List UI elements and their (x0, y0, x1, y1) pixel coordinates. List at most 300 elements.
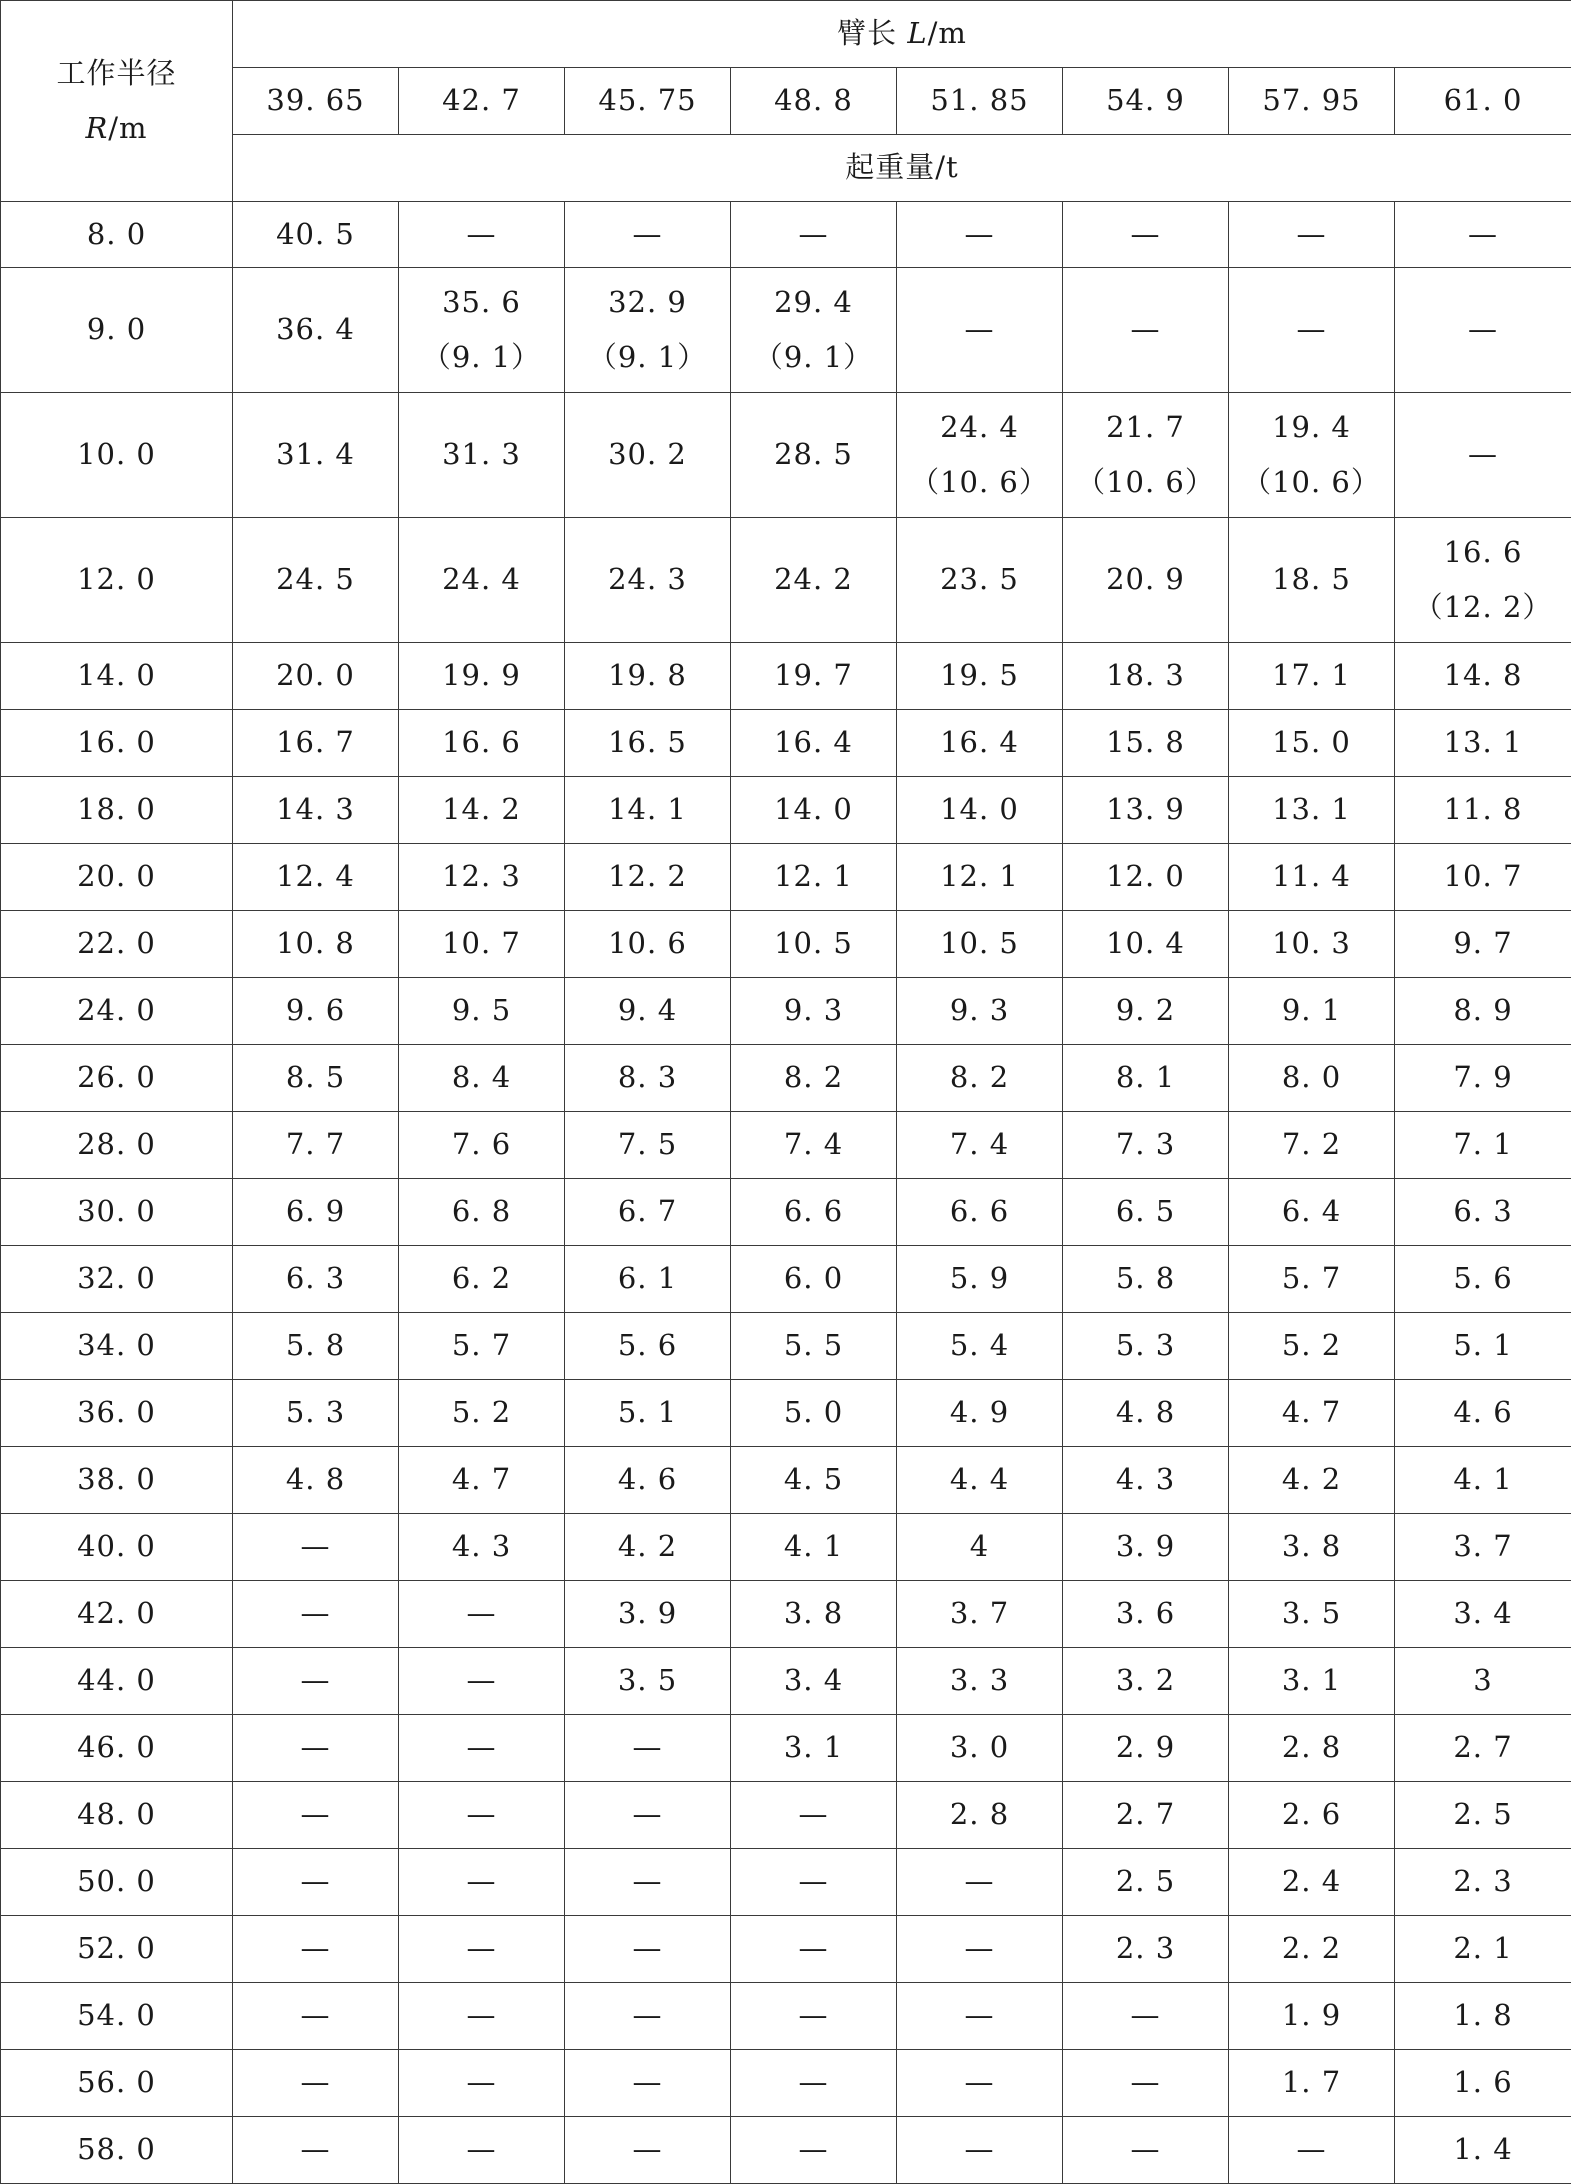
capacity-cell (1395, 1380, 1571, 1447)
capacity-cell (1229, 844, 1395, 911)
radius-cell: 8. 0 (1, 202, 233, 268)
capacity-cell (1063, 1380, 1229, 1447)
boom-length-header-cell (233, 1, 1571, 68)
boom-length-cell: 57. 95 (1229, 68, 1395, 135)
capacity-value: 5. 9 (897, 1251, 1062, 1306)
capacity-cell (897, 978, 1063, 1045)
capacity-value: 4 (897, 1519, 1062, 1574)
capacity-value: 9. 2 (1063, 983, 1228, 1038)
capacity-cell (1395, 1916, 1571, 1983)
capacity-value: 12. 2 (565, 849, 730, 904)
capacity-value: — (565, 1988, 730, 2043)
capacity-cell (233, 1447, 399, 1514)
capacity-cell (731, 1447, 897, 1514)
capacity-cell (233, 518, 399, 643)
capacity-value: 3. 9 (1063, 1519, 1228, 1574)
capacity-cell (1229, 1313, 1395, 1380)
capacity-cell (1063, 2117, 1229, 2184)
capacity-value: 14. 1 (565, 782, 730, 837)
capacity-value: 12. 3 (399, 849, 564, 904)
capacity-value: — (399, 1854, 564, 1909)
capacity-value: 2. 4 (1229, 1854, 1394, 1909)
table-row (1, 518, 1571, 643)
capacity-value: 10. 8 (233, 916, 398, 971)
capacity-cell (1229, 1514, 1395, 1581)
radius-cell: 40. 0 (1, 1514, 233, 1581)
boom-header-label: 臂长 (837, 16, 907, 50)
capacity-value: 20. 9 (1063, 552, 1228, 607)
capacity-value: 8. 0 (1229, 1050, 1394, 1105)
capacity-value: — (897, 207, 1062, 262)
capacity-cell (897, 1849, 1063, 1916)
radius-cell: 32. 0 (1, 1246, 233, 1313)
capacity-cell (233, 1983, 399, 2050)
table-row (1, 2117, 1571, 2184)
capacity-radius-note: （12. 2） (1395, 580, 1571, 635)
capacity-value: 7. 2 (1229, 1117, 1394, 1172)
capacity-cell (1395, 1313, 1571, 1380)
capacity-value: 6. 4 (1229, 1184, 1394, 1239)
capacity-value: 5. 0 (731, 1385, 896, 1440)
capacity-value: 3. 7 (1395, 1519, 1571, 1574)
capacity-value: 9. 6 (233, 983, 398, 1038)
capacity-value: 1. 8 (1395, 1988, 1571, 2043)
radius-symbol: R (85, 111, 108, 145)
capacity-cell (1229, 1916, 1395, 1983)
capacity-value: — (233, 1787, 398, 1842)
capacity-cell (565, 978, 731, 1045)
capacity-cell (897, 1983, 1063, 2050)
capacity-value: — (1395, 207, 1571, 262)
capacity-value: 5. 1 (565, 1385, 730, 1440)
capacity-value: 2. 6 (1229, 1787, 1394, 1842)
capacity-value: 8. 5 (233, 1050, 398, 1105)
capacity-value: 1. 7 (1229, 2055, 1394, 2110)
capacity-cell (731, 777, 897, 844)
capacity-value: 2. 9 (1063, 1720, 1228, 1775)
capacity-value: — (399, 1921, 564, 1976)
capacity-cell (1063, 268, 1229, 393)
capacity-cell (897, 1782, 1063, 1849)
capacity-cell (1063, 1246, 1229, 1313)
capacity-cell (233, 2117, 399, 2184)
capacity-cell (1395, 1581, 1571, 1648)
capacity-cell (1229, 2050, 1395, 2117)
capacity-value: 7. 9 (1395, 1050, 1571, 1105)
capacity-value: — (1229, 207, 1394, 262)
radius-cell: 9. 0 (1, 268, 233, 393)
capacity-cell (1229, 393, 1395, 518)
capacity-cell (399, 911, 565, 978)
radius-cell: 50. 0 (1, 1849, 233, 1916)
capacity-value: 4. 2 (1229, 1452, 1394, 1507)
capacity-value: 12. 1 (897, 849, 1062, 904)
capacity-cell (233, 1313, 399, 1380)
capacity-cell (1229, 1581, 1395, 1648)
capacity-cell (1063, 202, 1229, 268)
capacity-value: — (233, 1653, 398, 1708)
capacity-value: — (731, 1854, 896, 1909)
capacity-cell (897, 1380, 1063, 1447)
capacity-cell (1063, 518, 1229, 643)
capacity-cell (565, 393, 731, 518)
capacity-cell (897, 1045, 1063, 1112)
capacity-cell (1395, 844, 1571, 911)
capacity-cell (399, 2117, 565, 2184)
table-row (1, 1380, 1571, 1447)
capacity-cell (399, 1313, 565, 1380)
capacity-value: 5. 3 (1063, 1318, 1228, 1373)
capacity-cell (233, 1648, 399, 1715)
capacity-value: 29. 4 (731, 275, 896, 330)
boom-length-cell: 61. 0 (1395, 68, 1571, 135)
capacity-cell (1063, 643, 1229, 710)
capacity-cell (731, 1380, 897, 1447)
capacity-value: 24. 2 (731, 552, 896, 607)
capacity-value: 14. 2 (399, 782, 564, 837)
capacity-cell (565, 1849, 731, 1916)
capacity-cell (1395, 777, 1571, 844)
capacity-value: 3. 5 (1229, 1586, 1394, 1641)
capacity-value: 6. 7 (565, 1184, 730, 1239)
capacity-value: — (233, 1720, 398, 1775)
table-row (1, 1849, 1571, 1916)
capacity-value: 6. 1 (565, 1251, 730, 1306)
capacity-value: 4. 8 (233, 1452, 398, 1507)
table-row (1, 393, 1571, 518)
capacity-value: 19. 4 (1229, 400, 1394, 455)
capacity-cell (897, 2117, 1063, 2184)
capacity-cell (897, 1447, 1063, 1514)
capacity-cell (731, 1313, 897, 1380)
capacity-value: 2. 7 (1395, 1720, 1571, 1775)
radius-cell: 46. 0 (1, 1715, 233, 1782)
radius-cell: 12. 0 (1, 518, 233, 643)
capacity-value: 40. 5 (233, 207, 398, 262)
capacity-cell (233, 643, 399, 710)
radius-header-cell (1, 1, 233, 202)
capacity-value: — (1395, 427, 1571, 482)
capacity-cell (565, 1380, 731, 1447)
capacity-value: 8. 2 (731, 1050, 896, 1105)
capacity-cell (731, 393, 897, 518)
capacity-value: 31. 4 (233, 427, 398, 482)
capacity-value: 14. 0 (731, 782, 896, 837)
table-row (1, 202, 1571, 268)
capacity-value: — (565, 1720, 730, 1775)
capacity-value: 16. 4 (897, 715, 1062, 770)
capacity-value: — (731, 1787, 896, 1842)
radius-cell: 58. 0 (1, 2117, 233, 2184)
capacity-cell (1395, 1514, 1571, 1581)
capacity-value: 7. 7 (233, 1117, 398, 1172)
capacity-cell (399, 777, 565, 844)
capacity-cell (1063, 1447, 1229, 1514)
capacity-value: 3. 7 (897, 1586, 1062, 1641)
capacity-value: 2. 3 (1395, 1854, 1571, 1909)
capacity-cell (731, 978, 897, 1045)
capacity-cell (1229, 2117, 1395, 2184)
radius-cell: 56. 0 (1, 2050, 233, 2117)
capacity-value: 3. 6 (1063, 1586, 1228, 1641)
capacity-value: 2. 8 (1229, 1720, 1394, 1775)
capacity-cell (1229, 978, 1395, 1045)
capacity-value: 4. 3 (399, 1519, 564, 1574)
capacity-value: 15. 0 (1229, 715, 1394, 770)
capacity-value: 23. 5 (897, 552, 1062, 607)
table-row (1, 1112, 1571, 1179)
boom-length-cell: 51. 85 (897, 68, 1063, 135)
capacity-cell (1395, 1179, 1571, 1246)
capacity-value: 5. 8 (233, 1318, 398, 1373)
table-row (1, 2050, 1571, 2117)
capacity-cell (233, 911, 399, 978)
capacity-cell (233, 268, 399, 393)
capacity-value: 10. 5 (731, 916, 896, 971)
capacity-cell (1063, 911, 1229, 978)
capacity-value: 14. 3 (233, 782, 398, 837)
capacity-cell (1063, 1313, 1229, 1380)
radius-cell: 10. 0 (1, 393, 233, 518)
capacity-cell (1229, 710, 1395, 777)
capacity-value: 6. 2 (399, 1251, 564, 1306)
capacity-cell (1229, 1045, 1395, 1112)
capacity-cell (565, 1313, 731, 1380)
capacity-cell (1229, 1715, 1395, 1782)
capacity-value: — (565, 1921, 730, 1976)
capacity-cell (731, 202, 897, 268)
capacity-cell (1395, 978, 1571, 1045)
capacity-value: — (897, 1854, 1062, 1909)
capacity-cell (565, 844, 731, 911)
capacity-value: — (1229, 2122, 1394, 2177)
capacity-cell (399, 1112, 565, 1179)
capacity-radius-note: （9. 1） (731, 330, 896, 385)
capacity-cell (565, 1246, 731, 1313)
capacity-cell (233, 1581, 399, 1648)
capacity-cell (1229, 518, 1395, 643)
capacity-value: — (233, 1988, 398, 2043)
capacity-cell (399, 1246, 565, 1313)
capacity-cell (233, 1246, 399, 1313)
capacity-value: 3. 8 (1229, 1519, 1394, 1574)
capacity-cell (731, 2050, 897, 2117)
capacity-cell (1229, 1447, 1395, 1514)
capacity-value: 6. 0 (731, 1251, 896, 1306)
capacity-cell (731, 268, 897, 393)
capacity-cell (399, 1380, 565, 1447)
capacity-cell (565, 1447, 731, 1514)
capacity-value: 4. 1 (1395, 1452, 1571, 1507)
radius-cell: 44. 0 (1, 1648, 233, 1715)
capacity-cell (233, 1715, 399, 1782)
capacity-value: — (565, 1787, 730, 1842)
capacity-value: 19. 5 (897, 648, 1062, 703)
radius-cell: 14. 0 (1, 643, 233, 710)
table-row (1, 268, 1571, 393)
capacity-value: 6. 3 (1395, 1184, 1571, 1239)
capacity-value: 8. 1 (1063, 1050, 1228, 1105)
capacity-cell (1229, 1983, 1395, 2050)
capacity-cell (399, 2050, 565, 2117)
capacity-value: 16. 7 (233, 715, 398, 770)
capacity-value: 10. 3 (1229, 916, 1394, 971)
capacity-cell (731, 1112, 897, 1179)
capacity-cell (1063, 844, 1229, 911)
capacity-value: — (1395, 302, 1571, 357)
capacity-cell (565, 1112, 731, 1179)
capacity-cell (399, 1782, 565, 1849)
capacity-value: 17. 1 (1229, 648, 1394, 703)
capacity-value: 2. 1 (1395, 1921, 1571, 1976)
capacity-cell (897, 393, 1063, 518)
capacity-cell (565, 1045, 731, 1112)
capacity-cell (233, 1179, 399, 1246)
capacity-cell (399, 1715, 565, 1782)
capacity-value: 2. 3 (1063, 1921, 1228, 1976)
capacity-cell (897, 518, 1063, 643)
capacity-value: 6. 6 (897, 1184, 1062, 1239)
capacity-value: 5. 2 (1229, 1318, 1394, 1373)
capacity-cell (897, 1581, 1063, 1648)
radius-cell: 52. 0 (1, 1916, 233, 1983)
radius-cell: 38. 0 (1, 1447, 233, 1514)
capacity-cell (565, 1715, 731, 1782)
capacity-value: 20. 0 (233, 648, 398, 703)
capacity-cell (1395, 1648, 1571, 1715)
capacity-radius-note: （10. 6） (897, 455, 1062, 510)
capacity-value: 7. 5 (565, 1117, 730, 1172)
capacity-value: 9. 5 (399, 983, 564, 1038)
capacity-cell (1063, 1648, 1229, 1715)
capacity-value: — (565, 1854, 730, 1909)
capacity-value: 12. 4 (233, 849, 398, 904)
radius-cell: 30. 0 (1, 1179, 233, 1246)
capacity-value: — (1229, 302, 1394, 357)
table-row (1, 1715, 1571, 1782)
capacity-value: 3. 3 (897, 1653, 1062, 1708)
capacity-cell (1229, 1112, 1395, 1179)
capacity-value: 14. 0 (897, 782, 1062, 837)
capacity-cell (897, 911, 1063, 978)
capacity-value: 21. 7 (1063, 400, 1228, 455)
capacity-value: — (399, 2055, 564, 2110)
capacity-cell (1063, 1782, 1229, 1849)
capacity-value: 3. 9 (565, 1586, 730, 1641)
capacity-cell (731, 643, 897, 710)
capacity-cell (1063, 1916, 1229, 1983)
capacity-value: 4. 7 (1229, 1385, 1394, 1440)
capacity-cell (1395, 2050, 1571, 2117)
table-row (1, 978, 1571, 1045)
capacity-cell (1395, 643, 1571, 710)
capacity-value: 4. 5 (731, 1452, 896, 1507)
capacity-cell (1063, 2050, 1229, 2117)
capacity-cell (1229, 202, 1395, 268)
capacity-value: 36. 4 (233, 302, 398, 357)
header-row-boom (1, 1, 1571, 68)
capacity-cell (1063, 1581, 1229, 1648)
capacity-value: 24. 3 (565, 552, 730, 607)
capacity-value: 4. 1 (731, 1519, 896, 1574)
capacity-value: 30. 2 (565, 427, 730, 482)
capacity-cell (233, 1514, 399, 1581)
capacity-cell (1229, 1782, 1395, 1849)
table-row (1, 1648, 1571, 1715)
radius-cell: 26. 0 (1, 1045, 233, 1112)
capacity-value: 12. 0 (1063, 849, 1228, 904)
capacity-cell (897, 710, 1063, 777)
radius-cell: 16. 0 (1, 710, 233, 777)
capacity-cell (399, 202, 565, 268)
capacity-radius-note: （9. 1） (565, 330, 730, 385)
capacity-value: 13. 1 (1229, 782, 1394, 837)
capacity-value: — (1063, 1988, 1228, 2043)
capacity-value: — (233, 1854, 398, 1909)
capacity-cell (1063, 1983, 1229, 2050)
radius-cell: 54. 0 (1, 1983, 233, 2050)
capacity-value: 16. 4 (731, 715, 896, 770)
capacity-cell (399, 1581, 565, 1648)
capacity-cell (897, 1916, 1063, 1983)
capacity-value: 5. 3 (233, 1385, 398, 1440)
capacity-cell (897, 2050, 1063, 2117)
capacity-value: 35. 6 (399, 275, 564, 330)
capacity-cell (1395, 268, 1571, 393)
capacity-value: — (233, 2122, 398, 2177)
capacity-value: — (399, 1586, 564, 1641)
capacity-cell (731, 1581, 897, 1648)
capacity-cell (565, 1514, 731, 1581)
capacity-cell (399, 1983, 565, 2050)
capacity-cell (399, 1648, 565, 1715)
capacity-value: 4. 9 (897, 1385, 1062, 1440)
capacity-cell (565, 710, 731, 777)
radius-cell: 48. 0 (1, 1782, 233, 1849)
capacity-cell (731, 1514, 897, 1581)
capacity-cell (1395, 2117, 1571, 2184)
capacity-cell (1395, 518, 1571, 643)
capacity-value: 5. 7 (399, 1318, 564, 1373)
capacity-value: 16. 6 (399, 715, 564, 770)
capacity-radius-note: （9. 1） (399, 330, 564, 385)
radius-cell: 34. 0 (1, 1313, 233, 1380)
capacity-value: — (565, 2122, 730, 2177)
capacity-radius-note: （10. 6） (1063, 455, 1228, 510)
capacity-value: 8. 4 (399, 1050, 564, 1105)
radius-cell: 28. 0 (1, 1112, 233, 1179)
capacity-cell (233, 1916, 399, 1983)
capacity-cell (565, 1648, 731, 1715)
capacity-value: 14. 8 (1395, 648, 1571, 703)
capacity-cell (897, 1648, 1063, 1715)
capacity-cell (1063, 710, 1229, 777)
capacity-value: 3. 8 (731, 1586, 896, 1641)
capacity-value: — (399, 1653, 564, 1708)
capacity-value: — (399, 2122, 564, 2177)
capacity-value: — (233, 1921, 398, 1976)
table-row (1, 1916, 1571, 1983)
capacity-cell (731, 844, 897, 911)
capacity-value: — (897, 1988, 1062, 2043)
capacity-value: 10. 7 (1395, 849, 1571, 904)
capacity-cell (1395, 1045, 1571, 1112)
radius-cell: 18. 0 (1, 777, 233, 844)
capacity-cell (1395, 911, 1571, 978)
capacity-cell (1229, 1648, 1395, 1715)
capacity-cell (399, 268, 565, 393)
capacity-value: 12. 1 (731, 849, 896, 904)
